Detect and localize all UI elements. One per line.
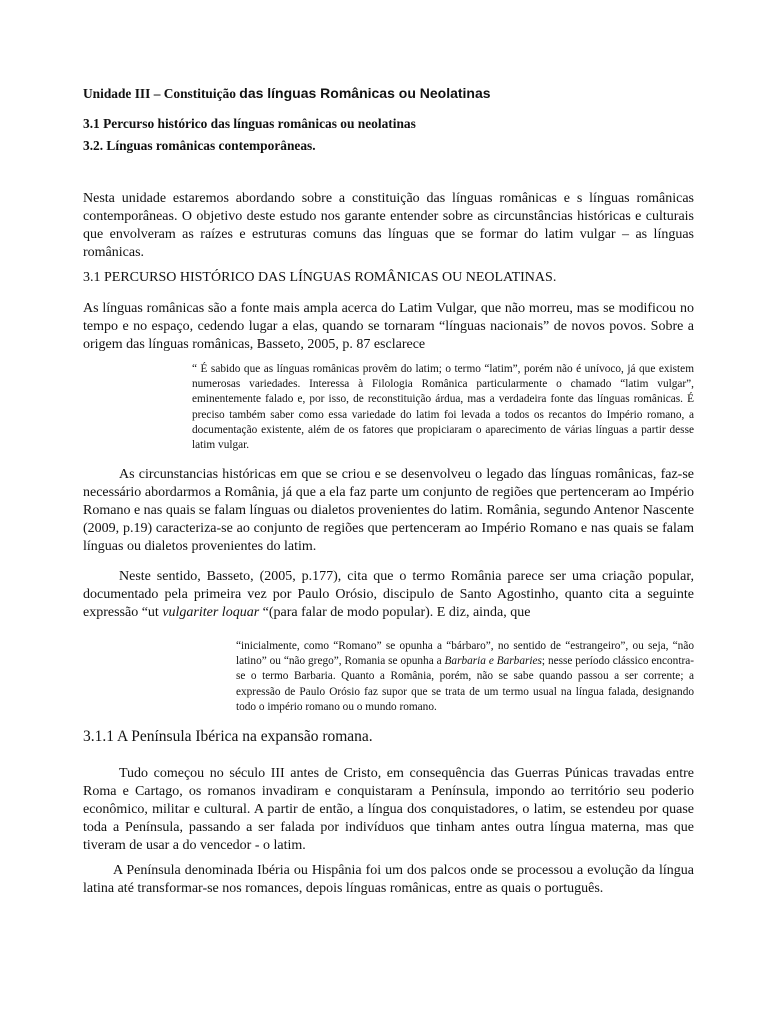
paragraph-hispania: A Península denominada Ibéria ou Hispânia foi um dos palcos onde se processou a evolução da língua latina até transformar-se nos romances, depois línguas românicas, entre as quais o português. xyxy=(83,863,694,896)
section-heading-3-1: 3.1 PERCURSO HISTÓRICO DAS LÍNGUAS ROMÂNICAS OU NEOLATINAS. xyxy=(83,270,557,285)
citation-latin-phrase: vulgariter loquar xyxy=(162,605,260,620)
block-quote-romania xyxy=(236,639,694,715)
citation-text-a: Neste sentido, Basseto, (2005, p.177), cita que o termo România parece ser uma criação popular, documentado pela primeira vez por Paulo Orósio, discipulo de Santo Agostinho, quanto cita a seguinte expressão “ut xyxy=(83,569,694,620)
subtitle-3-1: 3.1 Percurso histórico das línguas românicas ou neolatinas xyxy=(83,116,416,131)
citation-text-b: “(para falar de modo popular). E diz, ainda, que xyxy=(259,605,531,620)
quote2-text-a: “inicialmente, como “Romano” se opunha a “bárbaro”, no sentido de “estrangeiro”, ou seja, “não latino” ou “não grego”, Romania se opunha a xyxy=(236,640,694,668)
quote2-emphasis: Barbaria e Barbaries xyxy=(444,655,542,668)
unit-title-serif: Unidade III – Constituição xyxy=(83,86,240,101)
section-heading-3-1-1: 3.1.1 A Península Ibérica na expansão romana. xyxy=(83,728,373,745)
paragraph-romania: As circunstancias históricas em que se criou e se desenvolveu o legado das línguas românicas, faz-se necessário abordarmos a România, já que a ela faz parte um conjunto de regiões que pertenceram ao Império Romano e nas quais se falam línguas ou dialetos provenientes do latim. România, segundo Antenor Nascente (2009, p.19) caracteriza-se ao conjunto de regiões que pertenceram ao Império Romano e nas quais se falam línguas ou dialetos provenientes do latim. xyxy=(83,467,694,554)
paragraph-iberian-peninsula: Tudo começou no século III antes de Cristo, em consequência das Guerras Púnicas travadas entre Roma e Cartago, os romanos invadiram e conquistaram a Península, impondo ao território seu poderio econômico, militar e cultural. A partir de então, a língua dos conquistadores, o latim, se estendeu por quase toda a Península, passando a ser falada por indivíduos que tinham antes outra língua materna, mas que tiveram de usar a do vencedor - o latim. xyxy=(83,766,694,853)
intro-paragraph: Nesta unidade estaremos abordando sobre a constituição das línguas românicas e s línguas românicas contemporâneas. O objetivo deste estudo nos garante entender sobre as circunstâncias históricas e culturais que envolveram as raízes e estruturas comuns das línguas que se formar do latim vulgar – as línguas românicas. xyxy=(83,191,694,260)
subtitle-3-2: 3.2. Línguas românicas contemporâneas. xyxy=(83,138,316,153)
quote2-text-b: ; nesse período clássico encontra-se o termo Barbaria. Quanto a România, porém, não se sabe quando passou a ser corrente; a expressão de Paulo Orósio faz supor que se trata de um termo usual na língua falada, designando todo o império romano ou o mundo romano. xyxy=(236,655,695,713)
block-quote-basseto: “ É sabido que as línguas românicas provêm do latim; o termo “latim”, porém não é unívoco, já que existem numerosas variedades. Interessa à Filologia Românica particularmente o chamado “latim vulgar”, eminentemente falado e, por isso, de reconstituição árdua, mas a verdadeira fonte das línguas românicas. É preciso também saber como essa variedade do latim foi levada a todos os recantos do Império romano, a documentação existente, além de os fatores que propiciaram o aparecimento de várias línguas a partir desse latim vulgar. xyxy=(192,363,694,452)
paragraph-basseto-citation xyxy=(83,568,694,622)
unit-title-sans: das línguas Românicas ou Neolatinas xyxy=(239,85,491,101)
unit-title xyxy=(83,85,703,102)
paragraph-origin: As línguas românicas são a fonte mais ampla acerca do Latim Vulgar, que não morreu, mas se modificou no tempo e no espaço, cedendo lugar a elas, quando se tornaram “línguas nacionais” de novos povos. Sobre a origem das línguas românicas, Basseto, 2005, p. 87 esclarece xyxy=(83,301,694,352)
